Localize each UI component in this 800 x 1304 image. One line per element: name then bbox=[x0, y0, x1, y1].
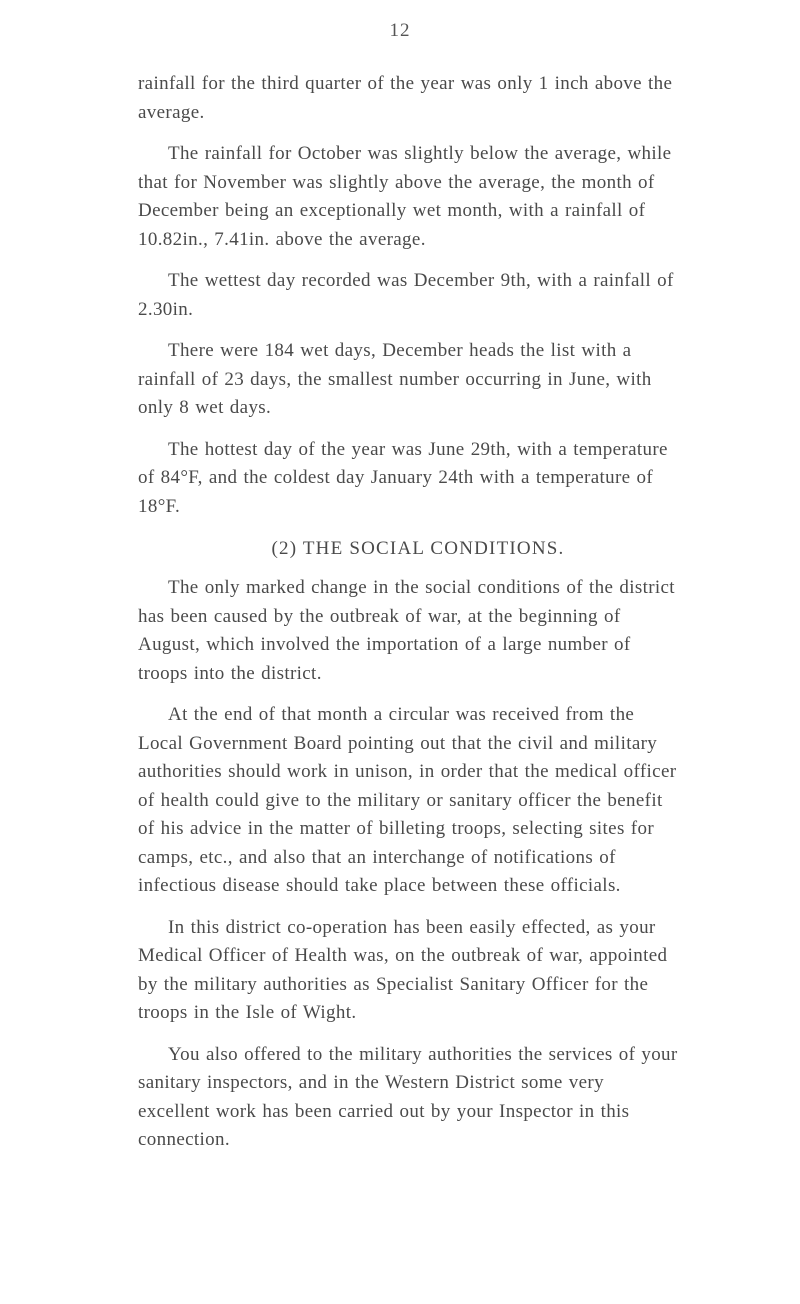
paragraph-temperature: The hottest day of the year was June 29th, with a temperature of 84°F, and the coldest day January 24th with a temperature of 18°F. bbox=[138, 438, 668, 517]
section-heading-social-conditions: (2) THE SOCIAL CONDITIONS. bbox=[271, 538, 565, 559]
paragraph-war-outbreak: The only marked change in the social conditions of the district has been caused by the outbreak of war, at the beginning of August, which involved the importation of a large number of troops into the district. bbox=[138, 577, 675, 684]
paragraph-lgb-circular: At the end of that month a circular was received from the Local Government Board pointing out that the civil and military authorities should work in unison, in order that the medical officer of health could give to the military or sanitary officer the benefit of his advice in the matter of billeting troops, selecting sites for camps, etc., and also that an interchange of notifications of infectious disease should take place between these officials. bbox=[138, 704, 677, 896]
paragraph-rainfall-third-quarter: rainfall for the third quarter of the year was only 1 inch above the average. bbox=[138, 73, 673, 123]
paragraph-wettest-day: The wettest day recorded was December 9th, with a rainfall of 2.30in. bbox=[138, 270, 674, 320]
paragraph-rainfall-oct-dec: The rainfall for October was slightly below the average, while that for November was slightly above the average, the month of December being an exceptionally wet month, with a rainfall of 10.82in., 7.41in. above the average. bbox=[138, 143, 672, 250]
paragraph-wet-days: There were 184 wet days, December heads the list with a rainfall of 23 days, the smallest number occurring in June, with only 8 wet days. bbox=[138, 340, 652, 418]
document-body bbox=[138, 70, 678, 1168]
page-number: 12 bbox=[389, 20, 411, 41]
paragraph-sanitary-inspectors: You also offered to the military authorities the services of your sanitary inspectors, and in the Western District some very excellent work has been carried out by your Inspector in this connection. bbox=[138, 1043, 678, 1150]
paragraph-co-operation: In this district co-operation has been easily effected, as your Medical Officer of Health was, on the outbreak of war, appointed by the military authorities as Specialist Sanitary Officer for the troops in the Isle of Wight. bbox=[138, 916, 668, 1023]
